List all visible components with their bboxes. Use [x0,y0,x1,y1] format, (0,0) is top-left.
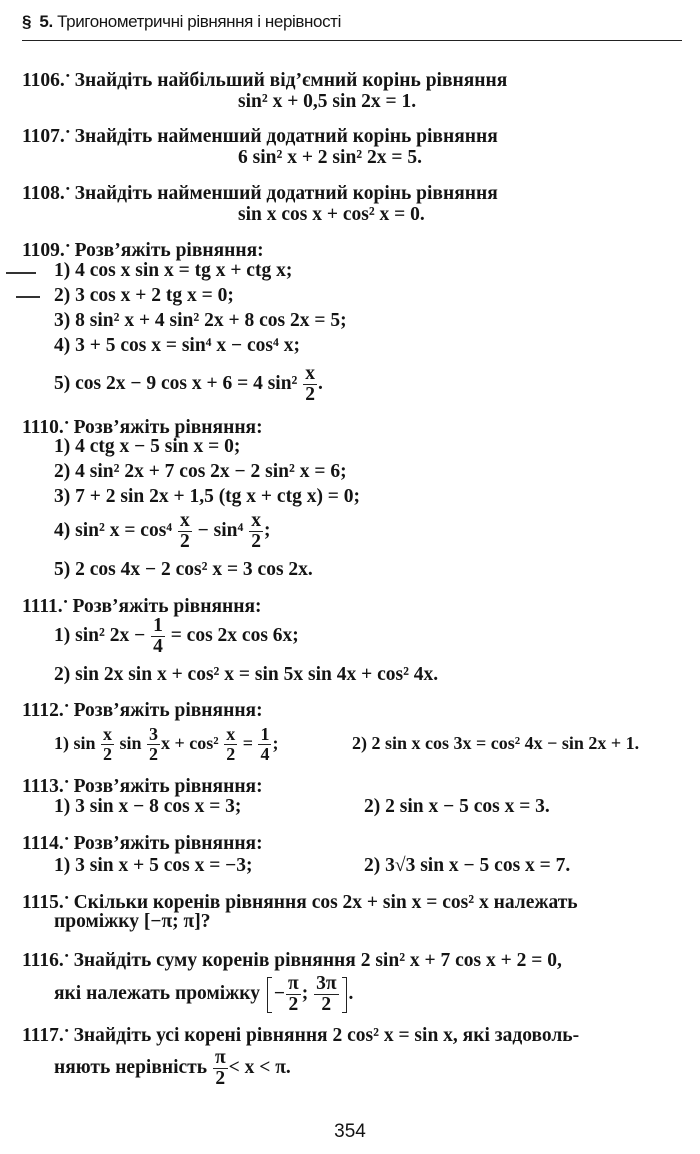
equation-1109-2: 2) 3 cos x + 2 tg x = 0; [54,285,234,306]
section-title: Тригонометричні рівняння і нерівності [57,12,341,31]
problem-number: 1112. [22,700,64,721]
equation-1111-2: 2) sin 2x sin x + cos² x = sin 5x sin 4x + cos² 4x. [54,664,439,685]
equation-1114-1: 1) 3 sin x + 5 cos x = −3; [54,855,253,876]
equation-1106: sin² x + 0,5 sin 2x = 1. [238,91,417,112]
equation-1110-1: 1) 4 ctg x − 5 sin x = 0; [54,436,241,457]
pencil-mark [16,296,40,298]
fraction: $\frac{1}{4}$ [260,724,270,765]
section-number: 5. [39,12,53,31]
fraction: $\frac{\pi}{2}$ [214,1046,226,1090]
problem-number: 1106. [22,70,65,91]
problem-number: 1111. [22,596,63,617]
fraction: $\frac{1}{4}$ [153,614,163,658]
problem-number: 1113. [22,776,64,797]
problem-1114-heading: 1114.• Розв’яжіть рівняння: [22,833,263,854]
fraction: $\frac{x}{2}$ [251,509,261,553]
problem-number: 1116. [22,950,64,971]
fraction: $\frac{3\pi}{2}$ [316,972,337,1016]
problem-1115-heading: 1115.• Скільки коренів рівняння cos 2x + sin x = cos² x належать [22,892,578,913]
problem-text: Знайдіть найбільший від’ємний корінь рівняння [74,70,508,91]
problem-1113-heading: 1113.• Розв’яжіть рівняння: [22,776,263,797]
problem-text: Знайдіть суму коренів рівняння 2 sin² x + 7 cos x + 2 = 0, [73,950,562,971]
problem-text: Знайдіть усі корені рівняння 2 cos² x = sin x, які задоволь- [73,1025,580,1046]
left-bracket [267,977,272,1013]
problem-text: Розв’яжіть рівняння: [73,417,263,438]
problem-text: Розв’яжіть рівняння: [72,596,262,617]
problem-1117-heading: 1117.• Знайдіть усі корені рівняння 2 cos² x = sin x, які задоволь- [22,1025,580,1046]
equation-1110-3: 3) 7 + 2 sin 2x + 1,5 (tg x + ctg x) = 0; [54,486,361,507]
problem-1106-heading: 1106.• Знайдіть найбільший від’ємний корінь рівняння [22,70,508,91]
problem-number: 1110. [22,417,64,438]
problem-text: Розв’яжіть рівняння: [74,240,264,261]
equation-1110-5: 5) 2 cos 4x − 2 cos² x = 3 cos 2x. [54,559,313,580]
problem-1112-heading: 1112.• Розв’яжіть рівняння: [22,700,263,721]
fraction: $\frac{3}{2}$ [149,724,159,765]
running-header [22,12,682,41]
equation-1109-3: 3) 8 sin² x + 4 sin² 2x + 8 cos 2x = 5; [54,310,347,331]
equation-1107: 6 sin² x + 2 sin² 2x = 5. [238,147,422,168]
problem-1111-heading: 1111.• Розв’яжіть рівняння: [22,596,262,617]
page-number: 354 [334,1121,366,1142]
problem-text: Розв’яжіть рівняння: [73,700,263,721]
problem-text: Розв’яжіть рівняння: [73,833,263,854]
pencil-mark [6,272,36,274]
problem-1116-heading: 1116.• Знайдіть суму коренів рівняння 2 sin² x + 7 cos x + 2 = 0, [22,950,562,971]
problem-number: 1109. [22,240,65,261]
equation-1112-1: 1) sin $\frac{x}{2}$ sin $\frac{3}{2}$ x + cos² $\frac{x}{2}$ = $\frac{1}{4}$ ; [54,724,279,765]
problem-number: 1108. [22,183,65,204]
equation-1110-2: 2) 4 sin² 2x + 7 cos 2x − 2 sin² x = 6; [54,461,347,482]
problem-1109-heading: 1109.• Розв’яжіть рівняння: [22,240,264,261]
problem-1107-heading: 1107.• Знайдіть найменший додатний корінь рівняння [22,126,498,147]
fraction: $\frac{x}{2}$ [226,724,236,765]
problem-text: Знайдіть найменший додатний корінь рівняння [74,183,498,204]
equation-1108: sin x cos x + cos² x = 0. [238,204,425,225]
problem-number: 1114. [22,833,64,854]
fraction: $\frac{x}{2}$ [180,509,190,553]
problem-number: 1117. [22,1025,64,1046]
problem-number: 1107. [22,126,65,147]
equation-1114-2: 2) 3√3 sin x − 5 cos x = 7. [364,855,571,876]
fraction: $\frac{x}{2}$ [103,724,113,765]
problem-text: Скільки коренів рівняння cos 2x + sin x = cos² x належать [73,892,578,913]
equation-1112-2: 2) 2 sin x cos 3x = cos² 4x − sin 2x + 1. [352,733,640,753]
equation-1109-5: 5) cos 2x − 9 cos x + 6 = 4 sin² $\frac{x}{2}$ . [54,362,323,406]
equation-1111-1: 1) sin² 2x − $\frac{1}{4}$ = cos 2x cos 6x; [54,614,299,658]
problem-text: Розв’яжіть рівняння: [73,776,263,797]
problem-text: Знайдіть найменший додатний корінь рівняння [74,126,498,147]
right-bracket [342,977,347,1013]
equation-1109-1: 1) 4 cos x sin x = tg x + ctg x; [54,260,293,281]
equation-1113-2: 2) 2 sin x − 5 cos x = 3. [364,796,550,817]
equation-1110-4: 4) sin² x = cos⁴ $\frac{x}{2}$ − sin⁴ $\frac{x}{2}$ ; [54,509,271,553]
section-symbol: § [22,12,32,31]
problem-1110-heading: 1110.• Розв’яжіть рівняння: [22,417,263,438]
fraction: $\frac{x}{2}$ [305,362,316,406]
problem-1108-heading: 1108.• Знайдіть найменший додатний корінь рівняння [22,183,498,204]
equation-1109-4: 4) 3 + 5 cos x = sin⁴ x − cos⁴ x; [54,335,300,356]
problem-number: 1115. [22,892,64,913]
fraction: $\frac{\pi}{2}$ [288,972,299,1016]
problem-1116-interval: які належать проміжку − $\frac{\pi}{2}$ ; $\frac{3\pi}{2}$ . [54,972,354,1016]
problem-1117-inequality: няють нерівність $\frac{\pi}{2}$ < x < π. [54,1046,291,1090]
problem-1115-continued: проміжку [−π; π]? [54,911,211,932]
equation-1113-1: 1) 3 sin x − 8 cos x = 3; [54,796,242,817]
